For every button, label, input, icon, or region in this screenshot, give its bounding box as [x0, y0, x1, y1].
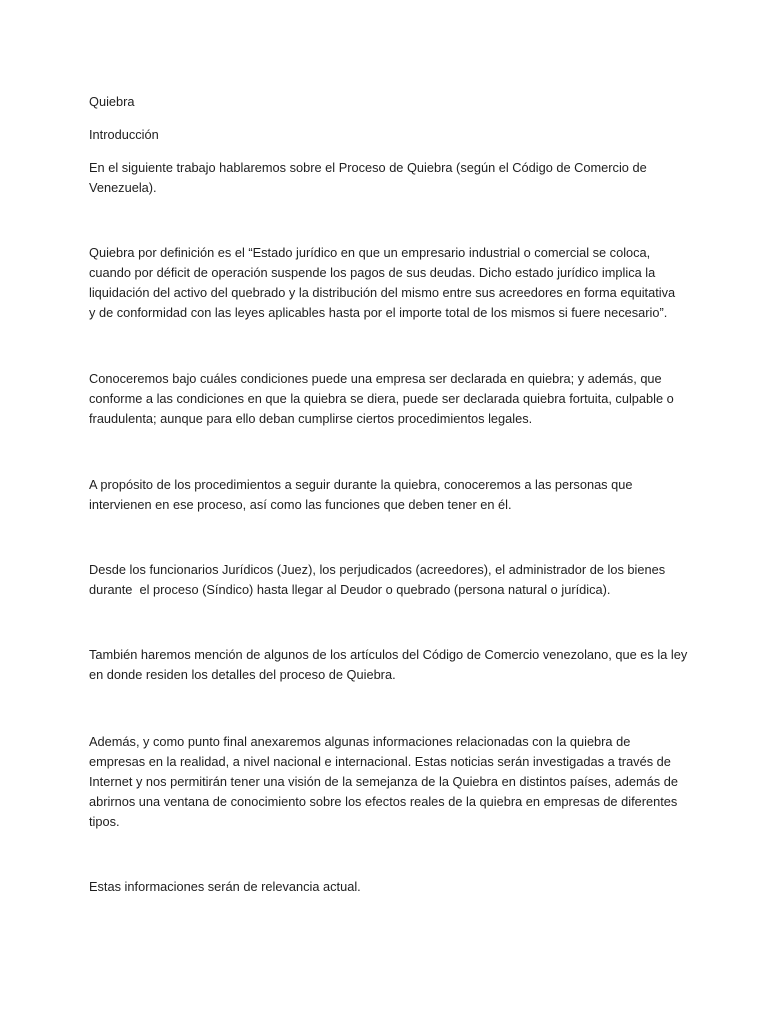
paragraph-relevance — [89, 877, 749, 897]
paragraph-line: También haremos mención de algunos de los artículos del Código de Comercio venezolano, que es la ley — [89, 647, 688, 662]
section-heading: Introducción — [89, 127, 159, 142]
paragraph-line: tipos. — [89, 814, 120, 829]
paragraph-line: en donde residen los detalles del proceso de Quiebra. — [89, 667, 396, 682]
paragraph-participants — [89, 560, 749, 600]
section-heading-block — [89, 125, 749, 145]
paragraph-line: durante el proceso (Síndico) hasta llegar al Deudor o quebrado (persona natural o jurídica). — [89, 582, 611, 597]
paragraph-line: En el siguiente trabajo hablaremos sobre el Proceso de Quiebra (según el Código de Comercio de — [89, 160, 647, 175]
paragraph-line: empresas en la realidad, a nivel nacional e internacional. Estas noticias serán investigadas a través de — [89, 754, 671, 769]
paragraph-articles — [89, 645, 749, 685]
paragraph-line: conforme a las condiciones en que la quiebra se diera, puede ser declarada quiebra fortuita, culpable o — [89, 391, 674, 406]
paragraph-conditions — [89, 369, 749, 429]
paragraph-line: A propósito de los procedimientos a seguir durante la quiebra, conoceremos a las personas que — [89, 477, 633, 492]
document-title-block — [89, 92, 749, 112]
paragraph-line: Internet y nos permitirán tener una visión de la semejanza de la Quiebra en distintos países, además de — [89, 774, 678, 789]
paragraph-line: fraudulenta; aunque para ello deban cumplirse ciertos procedimientos legales. — [89, 411, 533, 426]
document-title: Quiebra — [89, 94, 135, 109]
paragraph-annex — [89, 732, 749, 832]
paragraph-line: Desde los funcionarios Jurídicos (Juez), los perjudicados (acreedores), el administrador de los bienes — [89, 562, 666, 577]
paragraph-line: cuando por déficit de operación suspende los pagos de sus deudas. Dicho estado jurídico implica la — [89, 265, 656, 280]
paragraph-purpose — [89, 158, 749, 198]
paragraph-line: Además, y como punto final anexaremos algunas informaciones relacionadas con la quiebra de — [89, 734, 631, 749]
paragraph-line: liquidación del activo del quebrado y la distribución del mismo entre sus acreedores en forma equitativa — [89, 285, 676, 300]
paragraph-line: Quiebra por definición es el “Estado jurídico en que un empresario industrial o comercial se coloca, — [89, 245, 651, 260]
paragraph-line: abrirnos una ventana de conocimiento sobre los efectos reales de la quiebra en empresas de diferentes — [89, 794, 678, 809]
paragraph-line: Estas informaciones serán de relevancia actual. — [89, 879, 361, 894]
paragraph-line: Conoceremos bajo cuáles condiciones puede una empresa ser declarada en quiebra; y además, que — [89, 371, 662, 386]
paragraph-line: y de conformidad con las leyes aplicables hasta por el importe total de los mismos si fuere necesario”. — [89, 305, 668, 320]
paragraph-procedures — [89, 475, 749, 515]
paragraph-line: Venezuela). — [89, 180, 157, 195]
paragraph-line: intervienen en ese proceso, así como las funciones que deben tener en él. — [89, 497, 512, 512]
paragraph-definition — [89, 243, 749, 323]
